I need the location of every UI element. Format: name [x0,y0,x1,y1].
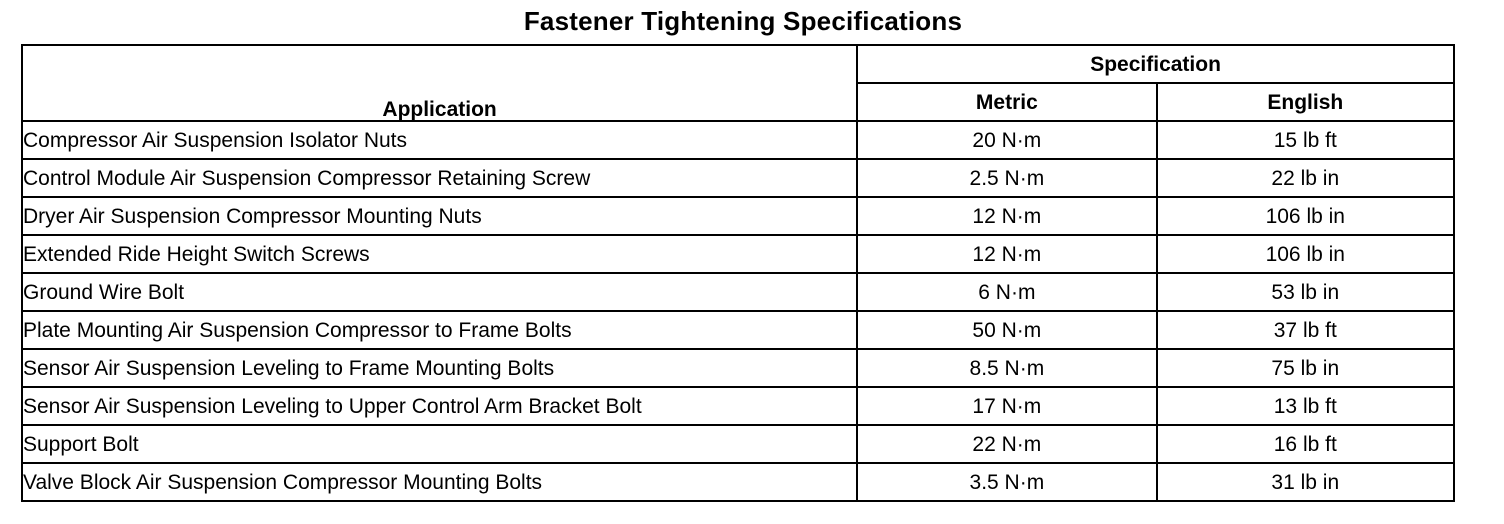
table-row [22,349,1454,387]
english-header: English [1157,83,1454,121]
header-row-top [22,45,1454,83]
table-row [22,235,1454,273]
table-row [22,311,1454,349]
metric-cell: 6 N·m [857,273,1156,311]
english-cell: 13 lb ft [1157,387,1454,425]
metric-cell: 20 N·m [857,121,1156,159]
application-cell: Plate Mounting Air Suspension Compressor to Frame Bolts [22,311,857,349]
table-row [22,387,1454,425]
table-row [22,425,1454,463]
metric-cell: 22 N·m [857,425,1156,463]
table-row [22,197,1454,235]
english-cell: 16 lb ft [1157,425,1454,463]
application-cell: Support Bolt [22,425,857,463]
table-row [22,159,1454,197]
metric-cell: 50 N·m [857,311,1156,349]
table-row [22,121,1454,159]
application-cell: Sensor Air Suspension Leveling to Frame Mounting Bolts [22,349,857,387]
metric-cell: 12 N·m [857,197,1156,235]
table-row [22,463,1454,501]
english-cell: 37 lb ft [1157,311,1454,349]
application-cell: Control Module Air Suspension Compressor Retaining Screw [22,159,857,197]
english-cell: 106 lb in [1157,197,1454,235]
english-cell: 53 lb in [1157,273,1454,311]
application-cell: Sensor Air Suspension Leveling to Upper Control Arm Bracket Bolt [22,387,857,425]
application-cell: Compressor Air Suspension Isolator Nuts [22,121,857,159]
application-cell: Valve Block Air Suspension Compressor Mounting Bolts [22,463,857,501]
application-header: Application [22,45,857,121]
metric-cell: 3.5 N·m [857,463,1156,501]
table-row [22,273,1454,311]
english-cell: 75 lb in [1157,349,1454,387]
fastener-spec-table [21,44,1455,502]
english-cell: 22 lb in [1157,159,1454,197]
application-cell: Dryer Air Suspension Compressor Mounting Nuts [22,197,857,235]
english-cell: 15 lb ft [1157,121,1454,159]
application-cell: Ground Wire Bolt [22,273,857,311]
metric-header: Metric [857,83,1156,121]
english-cell: 31 lb in [1157,463,1454,501]
metric-cell: 12 N·m [857,235,1156,273]
metric-cell: 8.5 N·m [857,349,1156,387]
table-title: Fastener Tightening Specifications [523,6,963,36]
metric-cell: 17 N·m [857,387,1156,425]
metric-cell: 2.5 N·m [857,159,1156,197]
specification-header: Specification [857,45,1454,83]
english-cell: 106 lb in [1157,235,1454,273]
application-cell: Extended Ride Height Switch Screws [22,235,857,273]
